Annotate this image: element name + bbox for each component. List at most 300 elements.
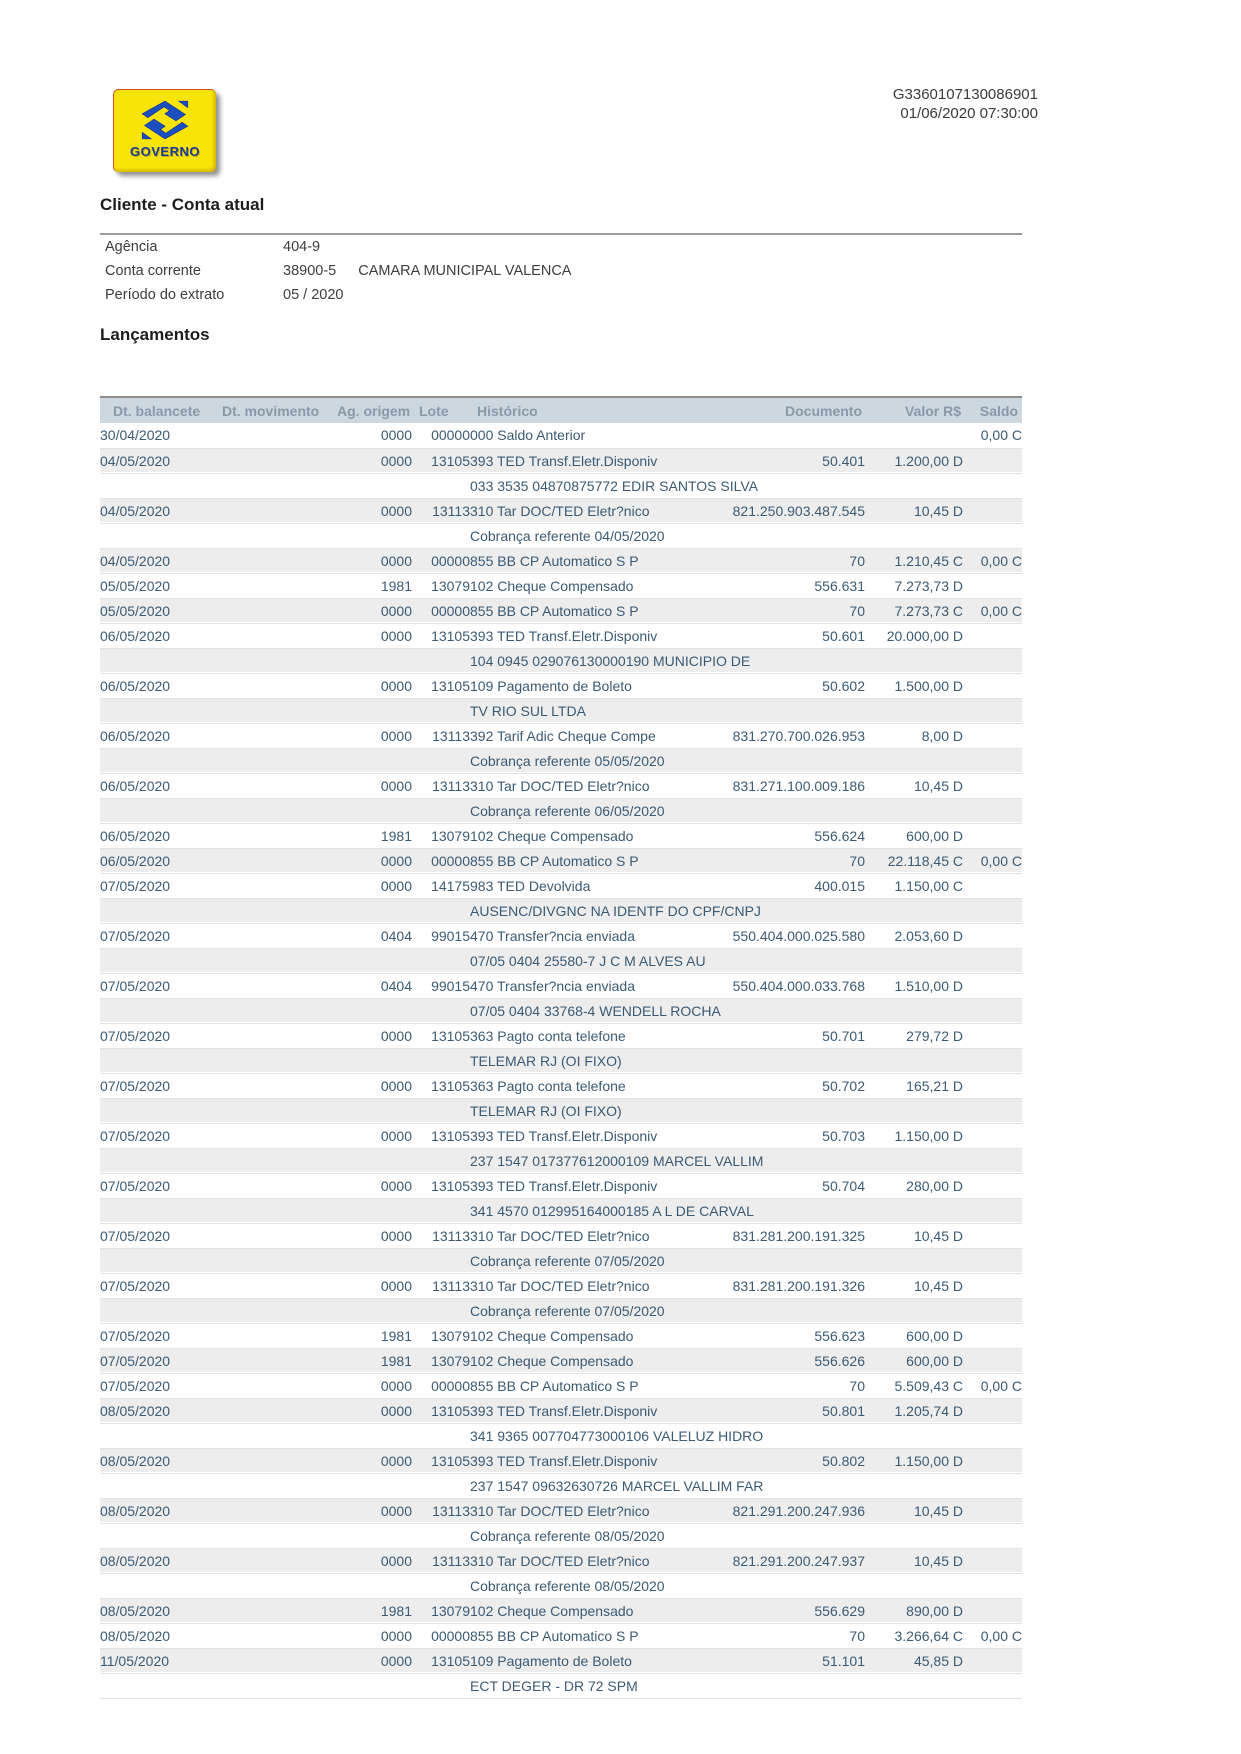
cell-dt-balancete <box>100 1573 215 1598</box>
entries-header-row <box>100 397 1022 423</box>
cell-documento: 50.703 <box>822 1127 865 1144</box>
cell-dt-movimento <box>215 823 330 848</box>
cell-historico-detail: AUSENC/DIVGNC NA IDENTF DO CPF/CNPJ <box>470 902 761 919</box>
cell-dt-balancete: 06/05/2020 <box>100 827 171 844</box>
cell-ag-origem <box>330 998 412 1023</box>
info-row-agencia <box>100 235 1022 259</box>
entry-row <box>100 823 1022 848</box>
cell-dt-balancete: 04/05/2020 <box>100 552 171 569</box>
cell-lote: 00000 <box>431 1377 470 1394</box>
cell-valor: 1.200,00 D <box>894 452 963 469</box>
cell-saldo <box>963 573 1022 598</box>
cell-ag-origem: 0000 <box>380 852 412 869</box>
cell-lote: 00000 <box>431 852 470 869</box>
entry-row <box>100 1223 1022 1248</box>
entry-detail-row <box>100 748 1022 773</box>
cell-dt-balancete: 06/05/2020 <box>100 677 171 694</box>
cell-dt-balancete <box>100 1423 215 1448</box>
cell-dt-balancete <box>100 1523 215 1548</box>
cell-lote: 13105 <box>431 1652 470 1669</box>
cell-valor: 1.205,74 D <box>894 1402 963 1419</box>
cell-historico: 393 TED Transf.Eletr.Disponiv <box>470 1127 658 1144</box>
periodo-value: 05 / 2020 <box>283 287 344 303</box>
entry-row <box>100 1073 1022 1098</box>
cell-historico-detail: 104 0945 029076130000190 MUNICIPIO DE <box>470 652 751 669</box>
cell-historico: 855 BB CP Automatico S P <box>470 1627 639 1644</box>
cell-documento: 50.401 <box>822 452 865 469</box>
cell-lote <box>412 698 470 723</box>
entry-row <box>100 1548 1022 1573</box>
cell-dt-movimento <box>215 773 330 798</box>
cell-dt-balancete <box>100 1473 215 1498</box>
cell-ag-origem: 0000 <box>380 427 412 444</box>
cell-valor: 8,00 D <box>921 727 963 744</box>
cell-ag-origem: 0000 <box>380 1027 412 1044</box>
cell-lote: 13113 <box>432 777 470 794</box>
cell-valor: 600,00 D <box>906 1352 963 1369</box>
cell-documento: 51.101 <box>822 1652 865 1669</box>
cell-dt-movimento <box>215 1348 330 1373</box>
cell-lote <box>412 1198 470 1223</box>
cell-ag-origem <box>330 698 412 723</box>
entry-row <box>100 548 1022 573</box>
column-header: Dt. balancete <box>113 402 201 419</box>
cell-saldo <box>963 1323 1022 1348</box>
cell-dt-balancete: 07/05/2020 <box>100 1227 171 1244</box>
entry-detail-row <box>100 1298 1022 1323</box>
cell-lote: 00000 <box>431 427 470 444</box>
entry-detail-row <box>100 798 1022 823</box>
cell-dt-balancete: 08/05/2020 <box>100 1502 171 1519</box>
cell-valor: 1.500,00 D <box>894 677 963 694</box>
client-section-title: Cliente - Conta atual <box>100 195 265 214</box>
cell-lote <box>412 1298 470 1323</box>
cell-dt-movimento <box>215 1598 330 1623</box>
cell-valor: 1.150,00 C <box>894 877 963 894</box>
entry-detail-row <box>100 1098 1022 1123</box>
cell-lote <box>412 1523 470 1548</box>
cell-lote: 13105 <box>431 677 470 694</box>
cell-dt-balancete <box>100 523 215 548</box>
info-row-periodo <box>100 283 1022 307</box>
cell-historico-detail: 033 3535 04870875772 EDIR SANTOS SILVA <box>470 477 758 494</box>
cell-saldo <box>963 1448 1022 1473</box>
cell-lote <box>412 1473 470 1498</box>
cell-valor: 7.273,73 D <box>894 577 963 594</box>
info-row-conta <box>100 259 1022 283</box>
cell-ag-origem: 0000 <box>380 1552 412 1569</box>
cell-saldo <box>963 1648 1022 1673</box>
cell-historico-detail: 07/05 0404 33768-4 WENDELL ROCHA <box>470 1002 721 1019</box>
cell-dt-movimento <box>215 1223 330 1248</box>
cell-lote: 13105 <box>431 1027 470 1044</box>
cell-saldo <box>963 1548 1022 1573</box>
entry-row <box>100 773 1022 798</box>
cell-documento: 70 <box>849 1377 865 1394</box>
cell-dt-balancete: 07/05/2020 <box>100 1127 171 1144</box>
cell-dt-movimento <box>215 1323 330 1348</box>
cell-ag-origem <box>330 648 412 673</box>
cell-saldo <box>963 773 1022 798</box>
cell-lote <box>412 473 470 498</box>
cell-saldo <box>963 1348 1022 1373</box>
cell-valor: 45,85 D <box>913 1652 963 1669</box>
cell-lote: 13113 <box>432 1552 470 1569</box>
entry-row <box>100 1623 1022 1648</box>
cell-ag-origem: 1981 <box>380 1327 412 1344</box>
cell-lote: 13113 <box>432 502 470 519</box>
cell-historico: 310 Tar DOC/TED Eletr?nico <box>470 1502 650 1519</box>
document-datetime: 01/06/2020 07:30:00 <box>900 105 1038 122</box>
entry-row <box>100 923 1022 948</box>
cell-dt-balancete: 07/05/2020 <box>100 1027 171 1044</box>
cell-ag-origem <box>330 748 412 773</box>
cell-historico: 109 Pagamento de Boleto <box>470 1652 632 1669</box>
cell-historico-detail: Cobrança referente 05/05/2020 <box>470 752 665 769</box>
cell-dt-balancete <box>100 898 215 923</box>
cell-valor: 165,21 D <box>906 1077 963 1094</box>
cell-dt-balancete <box>100 473 215 498</box>
cell-dt-movimento <box>215 1398 330 1423</box>
cell-lote <box>412 748 470 773</box>
document-meta <box>893 85 1038 123</box>
cell-dt-movimento <box>215 923 330 948</box>
cell-dt-movimento <box>215 1523 330 1548</box>
cell-historico: 393 TED Transf.Eletr.Disponiv <box>470 627 658 644</box>
cell-ag-origem: 0000 <box>380 1402 412 1419</box>
cell-dt-balancete: 07/05/2020 <box>100 1327 171 1344</box>
cell-documento: 550.404.000.033.768 <box>732 977 865 994</box>
cell-historico: 363 Pagto conta telefone <box>470 1077 626 1094</box>
entry-row <box>100 723 1022 748</box>
cell-ag-origem: 0000 <box>380 1077 412 1094</box>
cell-historico-detail: TV RIO SUL LTDA <box>470 702 586 719</box>
cell-dt-balancete: 08/05/2020 <box>100 1452 171 1469</box>
cell-ag-origem: 0000 <box>380 777 412 794</box>
cell-historico-detail: TELEMAR RJ (OI FIXO) <box>470 1102 622 1119</box>
cell-historico: 310 Tar DOC/TED Eletr?nico <box>470 1277 650 1294</box>
cell-historico-detail: Cobrança referente 04/05/2020 <box>470 527 665 544</box>
entry-row <box>100 498 1022 523</box>
cell-ag-origem: 1981 <box>380 1352 412 1369</box>
cell-ag-origem: 0000 <box>380 1652 412 1669</box>
cell-dt-balancete <box>100 1098 215 1123</box>
entry-row <box>100 448 1022 473</box>
cell-ag-origem <box>330 898 412 923</box>
cell-lote: 00000 <box>431 1627 470 1644</box>
cell-historico: 855 BB CP Automatico S P <box>470 852 639 869</box>
cell-ag-origem <box>330 1148 412 1173</box>
cell-lote <box>412 1048 470 1073</box>
cell-saldo <box>963 1073 1022 1098</box>
conta-holder-name: CAMARA MUNICIPAL VALENCA <box>358 263 572 279</box>
cell-dt-balancete: 05/05/2020 <box>100 577 171 594</box>
cell-dt-movimento <box>215 1148 330 1173</box>
cell-lote: 14175 <box>431 877 470 894</box>
cell-historico: 470 Transfer?ncia enviada <box>470 977 635 994</box>
cell-documento: 831.281.200.191.325 <box>732 1227 865 1244</box>
cell-dt-movimento <box>215 523 330 548</box>
cell-valor: 1.210,45 C <box>894 552 963 569</box>
cell-dt-balancete: 07/05/2020 <box>100 877 171 894</box>
column-header: Valor R$ <box>904 402 961 419</box>
cell-ag-origem: 0000 <box>380 1127 412 1144</box>
cell-ag-origem <box>330 1248 412 1273</box>
cell-documento: 50.801 <box>822 1402 865 1419</box>
cell-ag-origem: 0000 <box>380 627 412 644</box>
cell-historico-detail: 341 4570 012995164000185 A L DE CARVAL <box>470 1202 754 1219</box>
cell-dt-movimento <box>215 1098 330 1123</box>
entry-row <box>100 1173 1022 1198</box>
cell-lote: 13079 <box>431 577 470 594</box>
cell-dt-balancete <box>100 1048 215 1073</box>
cell-ag-origem: 1981 <box>380 827 412 844</box>
cell-saldo <box>963 1023 1022 1048</box>
cell-documento: 556.626 <box>814 1352 865 1369</box>
cell-lote: 13105 <box>431 1452 470 1469</box>
cell-documento: 50.702 <box>822 1077 865 1094</box>
cell-dt-balancete: 07/05/2020 <box>100 1352 171 1369</box>
cell-dt-movimento <box>215 798 330 823</box>
entry-row <box>100 1323 1022 1348</box>
cell-valor <box>865 423 963 448</box>
cell-ag-origem <box>330 1298 412 1323</box>
cell-dt-balancete: 08/05/2020 <box>100 1402 171 1419</box>
cell-valor: 10,45 D <box>913 1227 963 1244</box>
cell-dt-movimento <box>215 1298 330 1323</box>
cell-lote: 00000 <box>431 552 470 569</box>
cell-lote <box>412 523 470 548</box>
cell-dt-balancete: 05/05/2020 <box>100 602 171 619</box>
cell-documento: 50.704 <box>822 1177 865 1194</box>
cell-ag-origem: 0404 <box>380 977 412 994</box>
cell-ag-origem <box>330 1673 412 1698</box>
entry-row <box>100 1398 1022 1423</box>
cell-documento: 70 <box>849 852 865 869</box>
cell-valor: 2.053,60 D <box>894 927 963 944</box>
cell-ag-origem <box>330 1048 412 1073</box>
cell-dt-movimento <box>215 898 330 923</box>
entry-row <box>100 573 1022 598</box>
cell-saldo <box>963 1223 1022 1248</box>
cell-documento: 556.631 <box>814 577 865 594</box>
cell-saldo <box>963 1273 1022 1298</box>
cell-dt-movimento <box>215 1498 330 1523</box>
cell-documento: 556.623 <box>814 1327 865 1344</box>
cell-dt-movimento <box>215 598 330 623</box>
cell-historico: 310 Tar DOC/TED Eletr?nico <box>470 1552 650 1569</box>
cell-documento: 821.291.200.247.936 <box>732 1502 865 1519</box>
cell-historico: 392 Tarif Adic Cheque Compe <box>470 727 656 744</box>
cell-dt-movimento <box>215 448 330 473</box>
cell-valor: 10,45 D <box>913 1277 963 1294</box>
cell-valor: 5.509,43 C <box>894 1377 963 1394</box>
cell-documento: 400.015 <box>814 877 865 894</box>
agencia-label: Agência <box>105 239 158 255</box>
cell-lote <box>412 948 470 973</box>
cell-ag-origem: 0404 <box>380 927 412 944</box>
cell-dt-balancete <box>100 948 215 973</box>
entry-detail-row <box>100 1423 1022 1448</box>
cell-dt-movimento <box>215 1073 330 1098</box>
cell-documento <box>725 423 865 448</box>
cell-historico: 310 Tar DOC/TED Eletr?nico <box>470 777 650 794</box>
cell-lote <box>412 1098 470 1123</box>
cell-dt-movimento <box>215 1123 330 1148</box>
cell-dt-balancete <box>100 1673 215 1698</box>
cell-ag-origem: 0000 <box>380 1227 412 1244</box>
cell-saldo: 0,00 C <box>980 602 1022 619</box>
cell-dt-balancete: 06/05/2020 <box>100 777 171 794</box>
cell-ag-origem: 0000 <box>380 452 412 469</box>
cell-valor: 7.273,73 C <box>894 602 963 619</box>
entry-row <box>100 973 1022 998</box>
column-header: Dt. movimento <box>222 402 320 419</box>
cell-dt-balancete: 11/05/2020 <box>100 1652 170 1669</box>
entry-detail-row <box>100 473 1022 498</box>
cell-dt-movimento <box>215 1648 330 1673</box>
cell-ag-origem: 0000 <box>380 1377 412 1394</box>
cell-historico-detail: 341 9365 007704773000106 VALELUZ HIDRO <box>470 1427 764 1444</box>
cell-historico: 310 Tar DOC/TED Eletr?nico <box>470 502 650 519</box>
cell-dt-movimento <box>215 748 330 773</box>
cell-documento: 550.404.000.025.580 <box>732 927 865 944</box>
entry-row <box>100 1498 1022 1523</box>
cell-documento: 821.291.200.247.937 <box>732 1552 865 1569</box>
entry-row <box>100 423 1022 448</box>
cell-dt-movimento <box>215 1548 330 1573</box>
periodo-label: Período do extrato <box>105 287 225 303</box>
cell-valor: 10,45 D <box>913 502 963 519</box>
cell-dt-balancete <box>100 698 215 723</box>
cell-ag-origem <box>330 1473 412 1498</box>
cell-historico-detail: 237 1547 09632630726 MARCEL VALLIM FAR <box>470 1477 764 1494</box>
cell-historico: 102 Cheque Compensado <box>470 1352 634 1369</box>
cell-ag-origem: 0000 <box>380 727 412 744</box>
cell-lote: 13105 <box>431 627 470 644</box>
entry-detail-row <box>100 1248 1022 1273</box>
cell-ag-origem: 0000 <box>380 1177 412 1194</box>
cell-saldo: 0,00 C <box>980 852 1022 869</box>
cell-ag-origem: 0000 <box>380 1277 412 1294</box>
cell-dt-movimento <box>215 848 330 873</box>
cell-dt-movimento <box>215 673 330 698</box>
cell-dt-balancete: 06/05/2020 <box>100 852 171 869</box>
cell-dt-movimento <box>215 1023 330 1048</box>
cell-dt-balancete: 07/05/2020 <box>100 927 171 944</box>
cell-lote: 13105 <box>431 1077 470 1094</box>
cell-ag-origem: 1981 <box>380 1602 412 1619</box>
cell-lote: 99015 <box>431 927 470 944</box>
cell-dt-movimento <box>215 473 330 498</box>
cell-documento: 821.250.903.487.545 <box>732 502 865 519</box>
cell-historico: 470 Transfer?ncia enviada <box>470 927 635 944</box>
entry-row <box>100 1023 1022 1048</box>
entry-detail-row <box>100 1673 1022 1698</box>
cell-lote <box>412 1148 470 1173</box>
column-header: Ag. origem <box>337 402 411 419</box>
cell-saldo <box>963 973 1022 998</box>
cell-documento: 831.270.700.026.953 <box>732 727 865 744</box>
bank-logo <box>113 89 216 172</box>
cell-ag-origem <box>330 523 412 548</box>
cell-historico: 393 TED Transf.Eletr.Disponiv <box>470 452 658 469</box>
entry-detail-row <box>100 1048 1022 1073</box>
cell-saldo <box>963 1498 1022 1523</box>
cell-dt-balancete: 30/04/2020 <box>100 427 171 444</box>
entry-row <box>100 848 1022 873</box>
cell-historico: 855 BB CP Automatico S P <box>470 552 639 569</box>
cell-lote <box>412 1573 470 1598</box>
cell-dt-balancete <box>100 1198 215 1223</box>
cell-saldo <box>963 498 1022 523</box>
cell-historico: 855 BB CP Automatico S P <box>470 602 639 619</box>
cell-dt-movimento <box>215 1248 330 1273</box>
cell-dt-movimento <box>215 498 330 523</box>
cell-ag-origem <box>330 1573 412 1598</box>
entry-row <box>100 1448 1022 1473</box>
entry-detail-row <box>100 1473 1022 1498</box>
cell-saldo <box>963 1398 1022 1423</box>
cell-lote: 00000 <box>431 602 470 619</box>
logo-governo-label: GOVERNO <box>130 144 200 159</box>
cell-lote: 13079 <box>431 1352 470 1369</box>
cell-ag-origem <box>330 473 412 498</box>
cell-historico-detail: 07/05 0404 25580-7 J C M ALVES AU <box>470 952 706 969</box>
cell-dt-movimento <box>215 548 330 573</box>
cell-valor: 22.118,45 C <box>887 852 963 869</box>
entry-row <box>100 1648 1022 1673</box>
cell-dt-balancete <box>100 1248 215 1273</box>
cell-dt-balancete: 08/05/2020 <box>100 1552 171 1569</box>
entry-row <box>100 1273 1022 1298</box>
cell-dt-balancete: 04/05/2020 <box>100 502 171 519</box>
cell-ag-origem: 0000 <box>380 1502 412 1519</box>
entry-row <box>100 873 1022 898</box>
cell-documento: 556.624 <box>814 827 865 844</box>
cell-dt-movimento <box>215 873 330 898</box>
cell-documento: 70 <box>849 602 865 619</box>
entry-detail-row <box>100 998 1022 1023</box>
cell-dt-movimento <box>215 1473 330 1498</box>
cell-ag-origem: 0000 <box>380 1452 412 1469</box>
cell-ag-origem <box>330 1423 412 1448</box>
cell-lote: 13105 <box>431 1177 470 1194</box>
cell-ag-origem <box>330 798 412 823</box>
cell-dt-balancete <box>100 748 215 773</box>
cell-dt-balancete <box>100 648 215 673</box>
cell-saldo <box>963 723 1022 748</box>
cell-dt-balancete <box>100 998 215 1023</box>
column-header: Lote <box>419 402 449 419</box>
cell-saldo: 0,00 C <box>980 1627 1022 1644</box>
cell-dt-movimento <box>215 423 330 448</box>
entry-row <box>100 1598 1022 1623</box>
cell-dt-movimento <box>215 1673 330 1698</box>
cell-valor: 280,00 D <box>906 1177 963 1194</box>
cell-historico: 983 TED Devolvida <box>470 877 591 894</box>
entry-detail-row <box>100 648 1022 673</box>
cell-lote: 13079 <box>431 1327 470 1344</box>
cell-dt-movimento <box>215 698 330 723</box>
cell-lote <box>412 648 470 673</box>
cell-ag-origem: 0000 <box>380 552 412 569</box>
entry-row <box>100 623 1022 648</box>
cell-saldo <box>963 1123 1022 1148</box>
cell-dt-movimento <box>215 1273 330 1298</box>
cell-dt-movimento <box>215 573 330 598</box>
cell-ag-origem <box>330 1098 412 1123</box>
